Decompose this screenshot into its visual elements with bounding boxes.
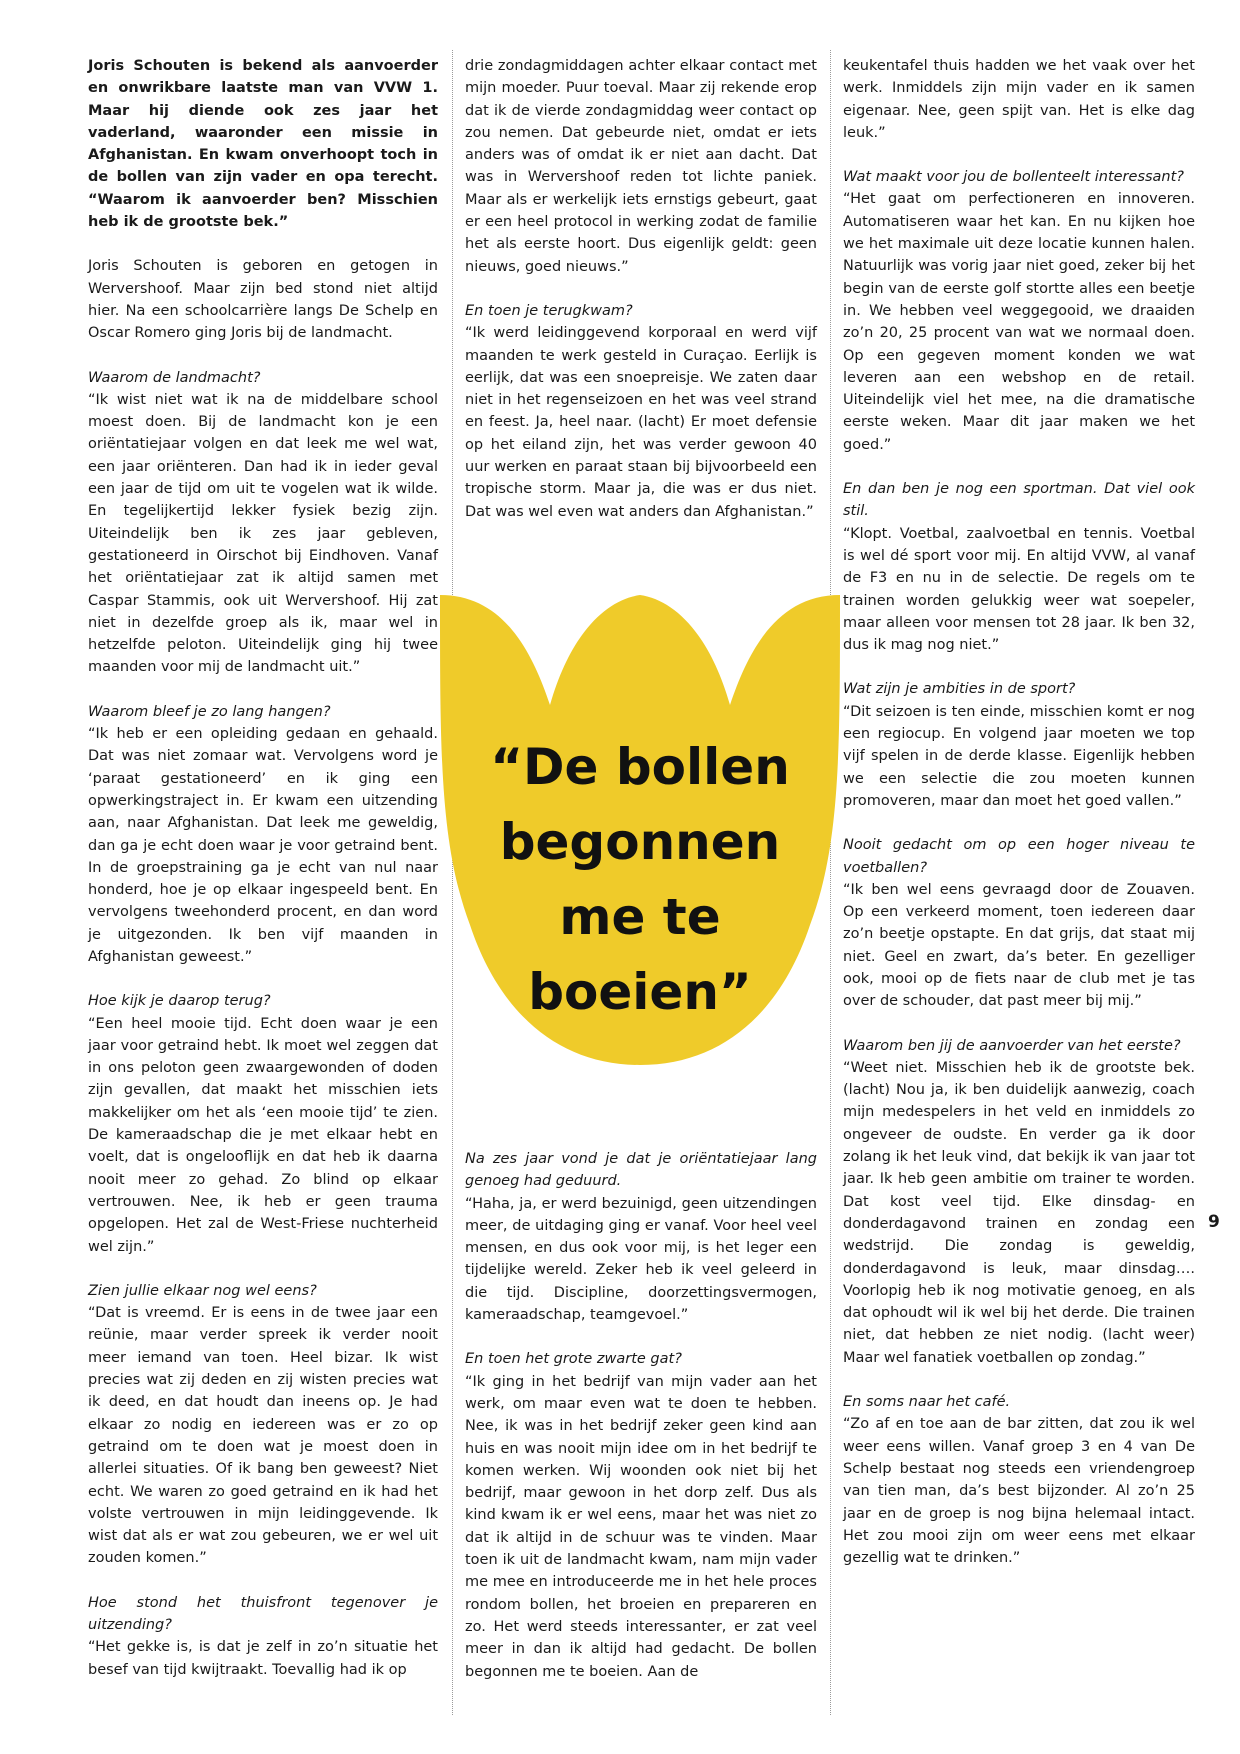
answer: “Haha, ja, er werd bezuinigd, geen uitzendingen meer, de uitdaging ging er vanaf. Voor heel veel mensen, en dus ook voor mij, is het leger een tijdelijke wereld. Zeker heb ik veel geleerd in die tijd. Discipline, doorzettingsvermogen, kameraadschap, teamgevoel.” (465, 1195, 817, 1324)
question: Hoe stond het thuisfront tegenover je uitzending? (88, 1594, 438, 1633)
answer: “Ik heb er een opleiding gedaan en gehaald. Dat was niet zomaar wat. Vervolgens word je ‘paraat gestationeerd’ en ik ging een opwerkingstraject in. Er kwam een uitzending aan, naar Afghanistan. Dat leek me geweldig, dan ga je echt doen waar je voor getraind bent. In de groepstraining ga je echt van nul naar honderd, hoe je op elkaar ingespeeld bent. En vervolgens tweehonderd procent, en dan word je uitgezonden. Ik ben vijf maanden in Afghanistan geweest.” (88, 726, 438, 965)
page-number: 9 (1208, 1212, 1220, 1232)
question: Wat maakt voor jou de bollenteelt interessant? (843, 169, 1185, 186)
question: En toen je terugkwam? (465, 302, 633, 319)
qa-block (843, 1035, 1195, 1369)
question: En dan ben je nog een sportman. Dat viel ook stil. (843, 481, 1195, 520)
article-intro: Joris Schouten is bekend als aanvoerder en onwrikbare laatste man van VVW 1. Maar hij diende ook zes jaar het vaderland, waaronder een missie in Afghanistan. En kwam onverhoopt toch in de bollen van zijn vader en opa terecht. “Waarom ik aanvoerder ben? Misschien heb ik de grootste bek.” (88, 58, 438, 231)
article-column-2-top (465, 55, 817, 523)
article-column-2-bottom (465, 1148, 817, 1683)
qa-block (843, 478, 1195, 656)
answer: “Ik ging in het bedrijf van mijn vader aan het werk, om maar even wat te doen te hebben. Nee, ik was in het bedrijf zeker geen kind aan huis en was nooit mijn idee om in het bedrijf te komen werken. Wij woonden ook niet bij het bedrijf, maar gewoon in het dorp zelf. Dus als kind kwam ik er wel eens, maar het was niet zo dat ik altijd in de schuur was te vinden. Maar toen ik uit de landmacht kwam, nam mijn vader me mee en introduceerde me in het hele proces rondom bollen, het broeien en prepareren en zo. Het werd steeds interessanter, er zat veel meer in dan ik altijd had gedacht. De bollen begonnen me te boeien. Aan de (465, 1373, 817, 1680)
answer: “Zo af en toe aan de bar zitten, dat zou ik wel weer eens willen. Vanaf groep 3 en 4 van De Schelp bestaat nog steeds een vriendengroep van tien man, da’s best bijzonder. Al zo’n 25 jaar en de groep is nog bijna helemaal intact. Het zou mooi zijn om weer eens met elkaar gezellig wat te drinken.” (843, 1416, 1195, 1567)
article-column-1 (88, 55, 438, 1681)
question: Waarom bleef je zo lang hangen? (88, 703, 331, 720)
pull-quote: “De bollen begonnen me te boeien” (490, 738, 790, 1021)
qa-block (88, 1592, 438, 1681)
answer: “Ik werd leidinggevend korporaal en werd vijf maanden te werk gesteld in Curaçao. Eerlijk is eerlijk, dat was een snoepreisje. We zaten daar niet in het regenseizoen en het was veel strand en feest. Ja, heel naar. (lacht) Er moet defensie op het eiland zijn, het was verder gewoon 40 uur werken en paraat staan bij bijvoorbeeld een tropische storm. Maar ja, die was er dus niet. Dat was wel even wat anders dan Afghanistan.” (465, 325, 817, 520)
article-column-3 (843, 55, 1195, 1569)
qa-block (843, 678, 1195, 812)
answer: “Klopt. Voetbal, zaalvoetbal en tennis. Voetbal is wel dé sport voor mij. En altijd VVW, al vanaf de F3 en nu in de selectie. De regels om te trainen worden gelukkig weer wat soepeler, maar alleen voor mensen tot 28 jaar. Ik ben 32, dus ik mag nog niet.” (843, 525, 1195, 654)
answer: “Het gaat om perfectioneren en innoveren. Automatiseren waar het kan. En nu kijken hoe we het maximale uit deze locatie kunnen halen. Natuurlijk was vorig jaar niet goed, zeker bij het begin van de eerste golf stortte alles een beetje in. We hebben veel weggegooid, we draaiden zo’n 20, 25 procent van wat we normaal doen. Op een gegeven moment konden we wat leveren aan een webshop en de retail. Uiteindelijk viel het mee, na die dramatische eerste weken. Maar dit jaar maken we het goed.” (843, 191, 1195, 453)
answer: “Dat is vreemd. Er is eens in de twee jaar een reünie, maar verder spreek ik verder nooit meer iemand van toen. Heel bizar. Ik wist precies wat zij deden en zij wisten precies wat ik deed, en dat houdt dan ineens op. Je had elkaar zo nodig en iedereen was er zo op getraind om te doen wat je moest doen in allerlei situaties. Of ik bang ben geweest? Niet echt. We waren zo goed getraind en ik had het volste vertrouwen in mijn leidinggevende. Ik wist dat als er wat zou gebeuren, we er wel uit zouden komen.” (88, 1305, 438, 1567)
answer: “Een heel mooie tijd. Echt doen waar je een jaar voor getraind hebt. Ik moet wel zeggen dat in ons peloton geen zwaargewonden of doden zijn gevallen, dat maakt het misschien iets makkelijker om het als ‘een mooie tijd’ te zien. De kameraadschap die je met elkaar hebt en voelt, dat is ongelooflijk en dat heb ik daarna nooit meer zo gehad. Zo blind op elkaar vertrouwen. Nee, ik heb er geen trauma opgelopen. Het zal de West-Friese nuchterheid wel zijn.” (88, 1015, 438, 1255)
answer: “Ik wist niet wat ik na de middelbare school moest doen. Bij de landmacht kon je een oriëntatiejaar volgen en dat leek me wel wat, een jaar oriënteren. Dan had ik in ieder geval een jaar de tijd om uit te vogelen wat ik wilde. En tegelijkertijd lekker fysiek bezig zijn. Uiteindelijk ben ik zes jaar gebleven, gestationeerd in Oirschot bij Eindhoven. Vanaf het oriëntatiejaar zat ik altijd samen met Caspar Stammis, ook uit Wervershoof. Hij zat niet in dezelfde groep als ik, maar wel in hetzelfde peloton. Uiteindelijk ging hij twee maanden voor mij de landmacht uit.” (88, 391, 438, 676)
qa-block (465, 300, 817, 523)
qa-block (843, 834, 1195, 1012)
question: Hoe kijk je daarop terug? (88, 993, 271, 1010)
question: Nooit gedacht om op een hoger niveau te voetballen? (843, 837, 1195, 876)
qa-block (88, 701, 438, 969)
qa-block (88, 367, 438, 679)
qa-block (843, 1391, 1195, 1569)
answer: “Het gekke is, is dat je zelf in zo’n situatie het besef van tijd kwijtraakt. Toevallig had ik op (88, 1639, 438, 1678)
qa-block (88, 1280, 438, 1570)
question: Waarom ben jij de aanvoerder van het eerste? (843, 1037, 1181, 1054)
qa-block (88, 990, 438, 1258)
answer-continued: drie zondagmiddagen achter elkaar contact met mijn moeder. Puur toeval. Maar zij rekende erop dat ik de vierde zondagmiddag weer contact op zou nemen. Dat gebeurde niet, omdat er iets anders was of omdat ik er niet aan dacht. Dat was in Wervershoof reden tot lichte paniek. Maar als er werkelijk iets ernstigs gebeurt, gaat er een heel protocol in werking zodat de familie het als eerste hoort. Dus eigenlijk geldt: geen nieuws, goed nieuws.” (465, 58, 817, 275)
question: En soms naar het café. (843, 1394, 1011, 1411)
question: Waarom de landmacht? (88, 369, 261, 386)
question: Wat zijn je ambities in de sport? (843, 681, 1076, 698)
qa-block (465, 1148, 817, 1326)
article-paragraph: Joris Schouten is geboren en getogen in Wervershoof. Maar zijn bed stond niet altijd hier. Na een schoolcarrière langs De Schelp en Oscar Romero ging Joris bij de landmacht. (88, 258, 438, 342)
question: Zien jullie elkaar nog wel eens? (88, 1282, 317, 1299)
question: En toen het grote zwarte gat? (465, 1351, 682, 1368)
answer: “Ik ben wel eens gevraagd door de Zouaven. Op een verkeerd moment, toen iedereen daar zo’n beetje opstapte. En dat grijs, dat staat mij niet. Geel en zwart, da’s beter. En gezelliger ook, mooi op de fiets naar de club met je tas over de schouder, dat past meer bij mij.” (843, 881, 1195, 1010)
question: Na zes jaar vond je dat je oriëntatiejaar lang genoeg had geduurd. (465, 1151, 817, 1190)
answer-continued: keukentafel thuis hadden we het vaak over het werk. Inmiddels zijn mijn vader en ik samen eigenaar. Nee, geen spijt van. Het is elke dag leuk.” (843, 58, 1195, 141)
qa-block (843, 166, 1195, 456)
answer: “Dit seizoen is ten einde, misschien komt er nog een regiocup. En volgend jaar moeten we top vijf spelen in de derde klasse. Eigenlijk hebben we een selectie die zou moeten kunnen promoveren, maar dan moet het goed vallen.” (843, 703, 1195, 809)
answer: “Weet niet. Misschien heb ik de grootste bek. (lacht) Nou ja, ik ben duidelijk aanwezig, coach mijn medespelers in het veld en inmiddels zo ongeveer de oudste. En verder ga ik door zolang ik het leuk vind, dat bekijk ik van jaar tot jaar. Ik heb geen ambitie om trainer te worden. Dat kost veel tijd. Elke dinsdag- en donderdagavond trainen en zondag een wedstrijd. Die zondag is geweldig, donderdagavond is leuk, maar dinsdag…. Voorlopig heb ik nog motivatie genoeg, en als dat ophoudt wil ik wel bij het derde. Die trainen niet, dat hebben ze niet nodig. (lacht weer) Maar wel fanatiek voetballen op zondag.” (843, 1059, 1195, 1366)
qa-block (465, 1348, 817, 1682)
